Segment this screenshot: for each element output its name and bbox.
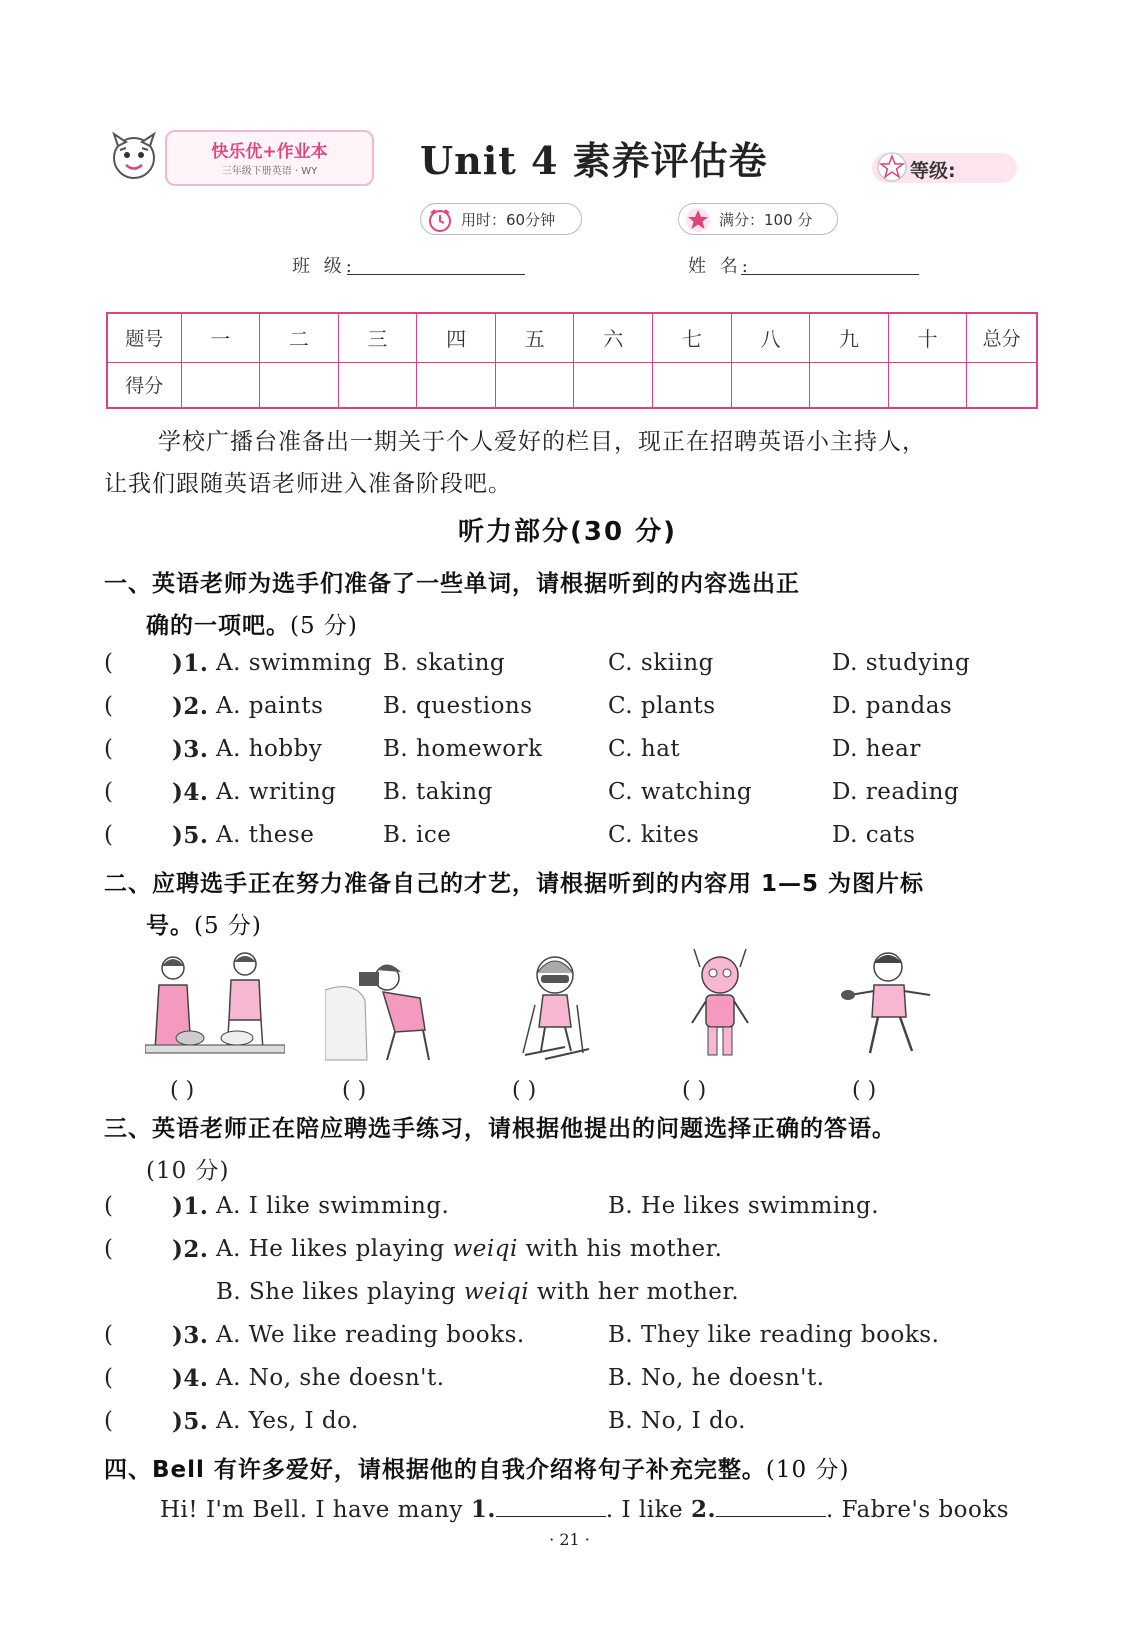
option-d[interactable]: D. studying	[832, 650, 971, 676]
score-cell[interactable]	[417, 362, 496, 408]
picture-answer-4[interactable]: ( )	[682, 1078, 707, 1103]
score-cell[interactable]	[731, 362, 810, 408]
section1-score: (5 分)	[290, 613, 358, 639]
star-icon	[876, 151, 908, 187]
option-b[interactable]: B. questions	[383, 693, 533, 719]
section1-title-text: 确的一项吧。	[146, 613, 290, 639]
alarm-clock-icon	[427, 207, 453, 237]
name-field[interactable]	[741, 274, 919, 275]
option-c[interactable]: C. hat	[608, 736, 681, 762]
option-a[interactable]: A. these	[216, 822, 315, 848]
answer-paren-open: (	[104, 1322, 114, 1348]
option-a[interactable]: A. swimming	[216, 650, 373, 676]
option-c[interactable]: C. skiing	[608, 650, 714, 676]
column-header: 九	[810, 313, 889, 362]
page-number: · 21 ·	[549, 1530, 590, 1549]
option-a[interactable]	[216, 1236, 722, 1262]
answer-paren-open: (	[104, 693, 114, 719]
score-cell[interactable]	[260, 362, 339, 408]
name-label: 姓 名:	[688, 256, 752, 277]
score-table-score-row	[107, 362, 1037, 408]
picture-answer-3[interactable]: ( )	[512, 1078, 537, 1103]
brand-name: 快乐优+作业本	[211, 142, 328, 162]
score-cell[interactable]	[574, 362, 653, 408]
intro-line-1: 学校广播台准备出一期关于个人爱好的栏目，现正在招聘英语小主持人，	[158, 429, 926, 455]
score-cell[interactable]	[495, 362, 574, 408]
class-label: 班 级:	[292, 256, 356, 277]
column-header: 六	[574, 313, 653, 362]
option-a-italic: weiqi	[452, 1236, 518, 1262]
section1-title-line1: 一、英语老师为选手们准备了一些单词，请根据听到的内容选出正	[104, 571, 800, 597]
column-header: 八	[731, 313, 810, 362]
picture-skiing	[515, 945, 595, 1065]
row-label-question: 题号	[107, 313, 181, 362]
section4-score: (10 分)	[765, 1457, 850, 1483]
column-header: 七	[653, 313, 732, 362]
section2-title-text: 号。	[146, 913, 194, 939]
option-a[interactable]: A. We like reading books.	[216, 1322, 525, 1348]
blank-input-1[interactable]	[496, 1494, 606, 1517]
option-b[interactable]: B. taking	[383, 779, 493, 805]
full-score-pill	[678, 203, 838, 235]
column-header: 二	[260, 313, 339, 362]
answer-paren-open: (	[104, 650, 114, 676]
answer-paren-open: (	[104, 1408, 114, 1434]
option-b[interactable]: B. ice	[383, 822, 452, 848]
blank-number-2: 2.	[690, 1496, 716, 1523]
picture-photography	[325, 950, 445, 1065]
score-cell[interactable]	[181, 362, 260, 408]
option-b[interactable]: B. homework	[383, 736, 543, 762]
option-d[interactable]: D. hear	[832, 736, 921, 762]
question-number[interactable]: )3.	[172, 1322, 209, 1349]
answer-paren-open: (	[104, 1365, 114, 1391]
question-number[interactable]: )3.	[172, 736, 209, 763]
answer-paren-open: (	[104, 1236, 114, 1262]
section4-passage	[160, 1494, 1009, 1523]
picture-robot	[680, 945, 760, 1065]
option-b[interactable]	[216, 1279, 739, 1305]
picture-cooking	[145, 950, 285, 1065]
option-b-italic: weiqi	[463, 1279, 530, 1305]
score-cell[interactable]	[338, 362, 417, 408]
option-b[interactable]: B. No, I do.	[608, 1408, 746, 1434]
score-cell[interactable]	[810, 362, 889, 408]
grade-label: 等级:	[910, 160, 956, 182]
section1-title-line2	[146, 607, 358, 640]
option-d[interactable]: D. reading	[832, 779, 960, 805]
section2-title-line2	[146, 907, 262, 940]
mascot-logo	[106, 128, 162, 184]
question-number[interactable]: )4.	[172, 1365, 209, 1392]
time-pill	[420, 203, 582, 235]
section2-title-line1: 二、应聘选手正在努力准备自己的才艺，请根据听到的内容用 1—5 为图片标	[104, 871, 925, 897]
question-number[interactable]: )5.	[172, 822, 209, 849]
option-b[interactable]: B. skating	[383, 650, 506, 676]
question-number[interactable]: )5.	[172, 1408, 209, 1435]
option-b[interactable]: B. He likes swimming.	[608, 1193, 880, 1219]
option-c[interactable]: C. plants	[608, 693, 716, 719]
answer-paren-open: (	[104, 779, 114, 805]
column-header-total: 总分	[967, 313, 1037, 362]
option-b[interactable]: B. They like reading books.	[608, 1322, 940, 1348]
score-cell[interactable]	[967, 362, 1037, 408]
time-label: 用时：60分钟	[461, 211, 556, 229]
listening-section-title: 听力部分(30 分)	[458, 517, 677, 547]
grade-box	[872, 153, 1017, 183]
column-header: 十	[888, 313, 967, 362]
intro-line-2: 让我们跟随英语老师进入准备阶段吧。	[104, 471, 512, 497]
option-a[interactable]: A. Yes, I do.	[216, 1408, 359, 1434]
full-score-label: 满分：100 分	[719, 211, 813, 229]
option-b-post: with her mother.	[536, 1279, 740, 1305]
option-a[interactable]: A. paints	[216, 693, 324, 719]
row-label-score: 得分	[107, 362, 181, 408]
question-number[interactable]: )1.	[172, 650, 209, 677]
question-number[interactable]: )2.	[172, 1236, 209, 1263]
section4-title-text: 四、Bell 有许多爱好，请根据他的自我介绍将句子补充完整。	[104, 1457, 766, 1483]
question-number[interactable]: )1.	[172, 1193, 209, 1220]
picture-ping-pong	[840, 945, 940, 1065]
option-a-post: with his mother.	[525, 1236, 723, 1262]
option-a[interactable]: A. hobby	[216, 736, 323, 762]
passage-text-c: . Fabre's books	[825, 1497, 1010, 1523]
option-a[interactable]: A. No, she doesn't.	[216, 1365, 445, 1391]
class-field[interactable]	[347, 274, 525, 275]
section3-score: (10 分)	[146, 1158, 230, 1184]
column-header: 四	[417, 313, 496, 362]
score-cell[interactable]	[653, 362, 732, 408]
question-number[interactable]: )2.	[172, 693, 209, 720]
answer-paren-open: (	[104, 1193, 114, 1219]
section4-title	[104, 1451, 849, 1484]
column-header: 五	[495, 313, 574, 362]
option-a[interactable]: A. I like swimming.	[216, 1193, 450, 1219]
column-header: 一	[181, 313, 260, 362]
blank-number-1: 1.	[470, 1496, 496, 1523]
section2-score: (5 分)	[194, 913, 262, 939]
answer-paren-open: (	[104, 822, 114, 848]
picture-answer-5[interactable]: ( )	[852, 1078, 877, 1103]
option-a[interactable]: A. writing	[216, 779, 337, 805]
option-c[interactable]: C. kites	[608, 822, 700, 848]
brand-subtitle: 三年级下册英语 · WY	[221, 166, 318, 177]
option-a-pre: A. He likes playing	[216, 1236, 445, 1262]
option-c[interactable]: C. watching	[608, 779, 753, 805]
brand-badge	[165, 130, 374, 186]
option-b[interactable]: B. No, he doesn't.	[608, 1365, 825, 1391]
picture-answer-2[interactable]: ( )	[342, 1078, 367, 1103]
option-b-pre: B. She likes playing	[216, 1279, 457, 1305]
passage-text-a: Hi! I'm Bell. I have many	[160, 1497, 464, 1523]
passage-text-b: . I like	[605, 1497, 684, 1523]
blank-input-2[interactable]	[716, 1494, 826, 1517]
score-cell[interactable]	[888, 362, 967, 408]
section3-title-line1: 三、英语老师正在陪应聘选手练习，请根据他提出的问题选择正确的答语。	[104, 1116, 896, 1142]
score-table-header-row	[107, 313, 1037, 362]
option-d[interactable]: D. pandas	[832, 693, 953, 719]
star-badge-icon	[685, 207, 711, 237]
picture-answer-1[interactable]: ( )	[170, 1078, 195, 1103]
answer-paren-open: (	[104, 736, 114, 762]
question-number[interactable]: )4.	[172, 779, 209, 806]
page-title: Unit 4 素养评估卷	[420, 138, 768, 183]
score-table	[106, 312, 1038, 409]
option-d[interactable]: D. cats	[832, 822, 916, 848]
column-header: 三	[338, 313, 417, 362]
